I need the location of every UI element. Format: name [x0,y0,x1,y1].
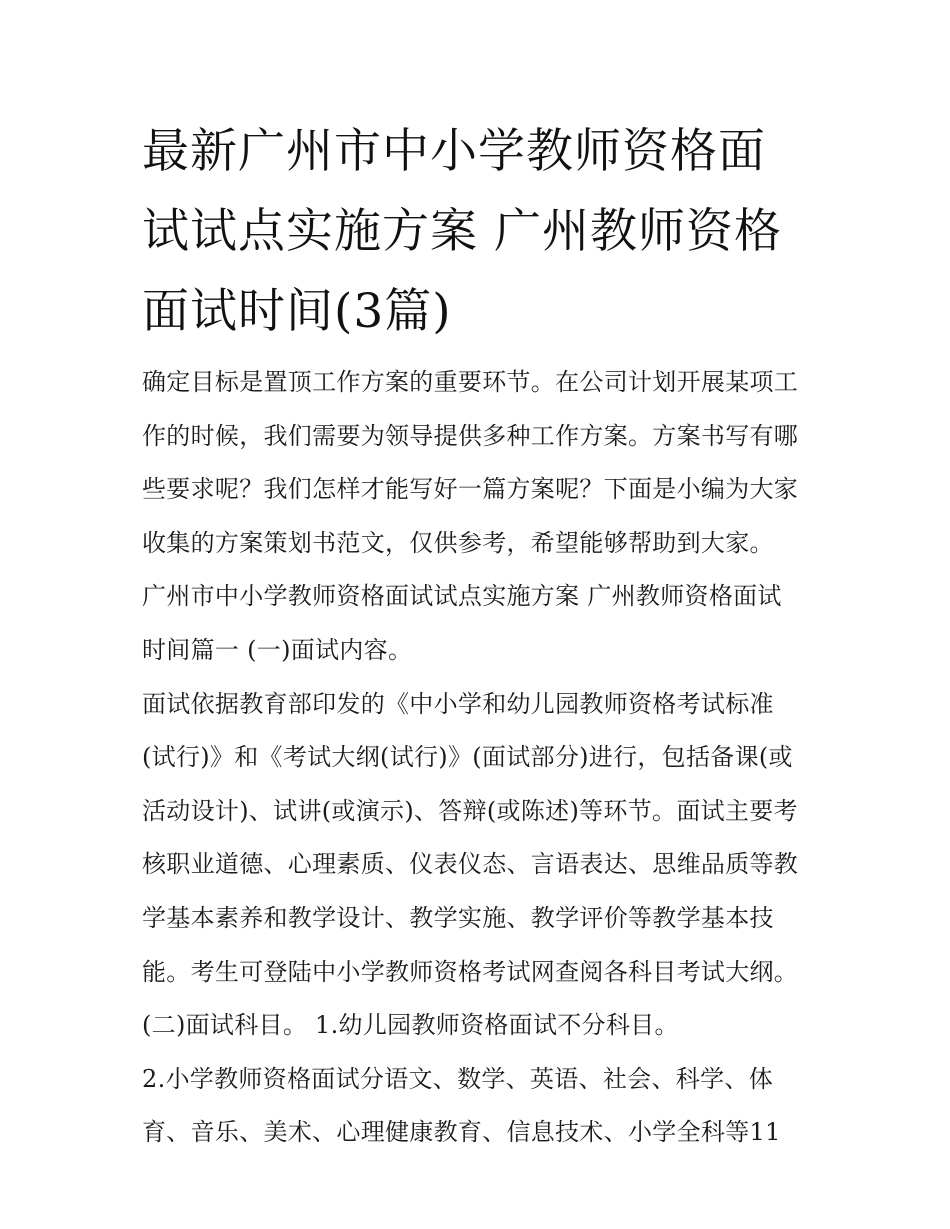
body-line: (二)面试科目。 1.幼儿园教师资格面试不分科目。 [142,1011,679,1040]
body-line: 2.小学教师资格面试分语文、数学、英语、社会、科学、体 [142,1064,773,1093]
body-line: 作的时候，我们需要为领导提供多种工作方案。方案书写有哪 [142,421,799,450]
body-line: 学基本素养和教学设计、教学实施、教学评价等教学基本技 [142,903,774,932]
body-line: 收集的方案策划书范文，仅供参考，希望能够帮助到大家。 [142,528,774,557]
title-line-3: 面试时间(3篇) [142,284,452,339]
body-line: 面试依据教育部印发的《中小学和幼儿园教师资格考试标准 [142,689,774,718]
body-line: 确定目标是置顶工作方案的重要环节。在公司计划开展某项工 [142,368,799,396]
title-line-2: 试试点实施方案 广州教师资格 [142,204,782,259]
body-line: 时间篇一 (一)面试内容。 [142,635,413,664]
body-line: 核职业道德、心理素质、仪表仪态、言语表达、思维品质等教 [142,850,799,879]
body-line: 广州市中小学教师资格面试试点实施方案 广州教师资格面试 [142,582,782,611]
body-line: 活动设计)、试讲(或演示)、答辩(或陈述)等环节。面试主要考 [142,796,798,825]
body-line: 能。考生可登陆中小学教师资格考试网查阅各科目考试大纲。 [142,957,799,986]
body-line: 些要求呢？我们怎样才能写好一篇方案呢？下面是小编为大家 [142,475,799,504]
document-title [142,112,822,352]
body-line: 育、音乐、美术、心理健康教育、信息技术、小学全科等11 [142,1118,781,1147]
document-body [142,356,817,1160]
body-line: (试行)》和《考试大纲(试行)》(面试部分)进行，包括备课(或 [142,743,793,772]
title-line-1: 最新广州市中小学教师资格面 [142,124,766,179]
